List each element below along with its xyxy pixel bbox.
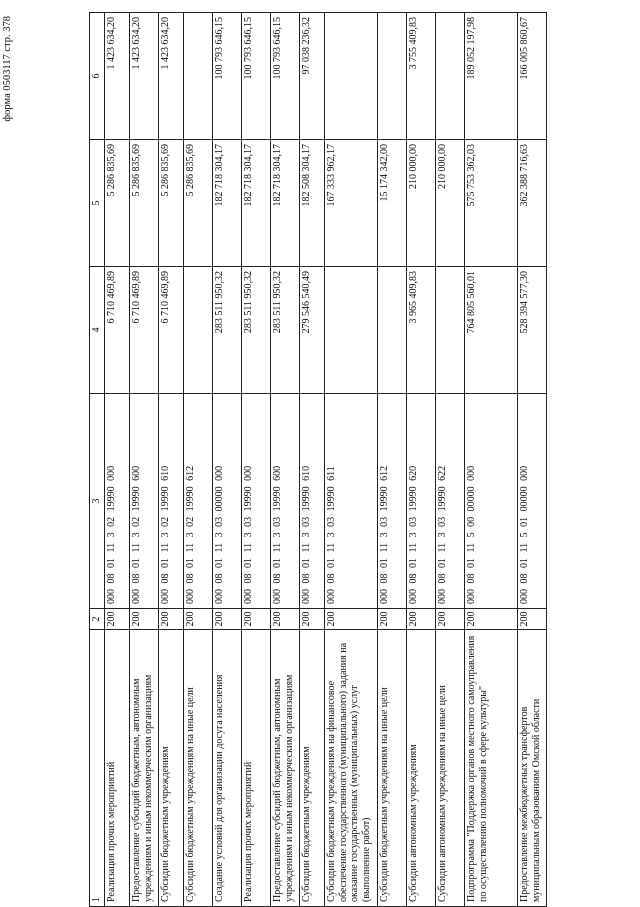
table-row (130, 13, 159, 907)
row-executed-2: 189 052 197,98 (465, 13, 518, 140)
row-name: Субсидии бюджетным учреждениям на иные цели (378, 630, 407, 907)
row-budget-code: 000 08 01 11 3 03 19990 000 (242, 394, 271, 609)
row-name: Субсидии автономным учреждениям на иные цели (436, 630, 465, 907)
row-line-code: 200 (159, 609, 184, 630)
row-executed-1: 182 508 304,17 (300, 140, 325, 267)
row-executed-2 (378, 13, 407, 140)
row-approved: 279 546 540,49 (300, 267, 325, 394)
table-row (300, 13, 325, 907)
row-approved (436, 267, 465, 394)
row-executed-2: 100 793 646,15 (242, 13, 271, 140)
row-executed-2: 97 038 236,32 (300, 13, 325, 140)
row-name: Создание условий для организации досуга населения (213, 630, 242, 907)
column-header-3: 3 (90, 394, 105, 609)
row-approved: 6 710 469,89 (105, 267, 130, 394)
form-number-note: форма 0503117 стр. 378 (2, 16, 13, 122)
row-name: Подпрограмма "Поддержка органов местного самоуправления по осуществлению полномочий в сфере культуры" (465, 630, 518, 907)
row-budget-code: 000 08 01 11 3 02 19990 000 (105, 394, 130, 609)
row-budget-code: 000 08 01 11 3 03 19990 600 (271, 394, 300, 609)
table-row (436, 13, 465, 907)
row-executed-1: 5 286 835,69 (130, 140, 159, 267)
row-budget-code: 000 08 01 11 3 02 19990 610 (159, 394, 184, 609)
row-executed-2: 1 423 634,20 (130, 13, 159, 140)
row-executed-2: 1 423 634,20 (159, 13, 184, 140)
row-approved: 3 965 409,83 (407, 267, 436, 394)
row-executed-2 (436, 13, 465, 140)
column-header-2: 2 (90, 609, 105, 630)
table-row (325, 13, 378, 907)
row-line-code: 200 (271, 609, 300, 630)
row-executed-2 (325, 13, 378, 140)
row-name: Субсидии автономным учреждениям (407, 630, 436, 907)
table-row (184, 13, 213, 907)
row-line-code: 200 (300, 609, 325, 630)
row-executed-2: 3 755 409,83 (407, 13, 436, 140)
table-row (105, 13, 130, 907)
row-budget-code: 000 08 01 11 5 01 00000 000 (518, 394, 547, 609)
row-executed-1: 575 753 362,03 (465, 140, 518, 267)
row-executed-1: 210 000,00 (436, 140, 465, 267)
row-approved (184, 267, 213, 394)
row-executed-1: 210 000,00 (407, 140, 436, 267)
row-budget-code: 000 08 01 11 5 00 00000 000 (465, 394, 518, 609)
row-line-code: 200 (325, 609, 378, 630)
budget-execution-table (89, 12, 547, 907)
column-number-row (90, 13, 105, 907)
row-approved: 764 805 560,01 (465, 267, 518, 394)
row-name: Реализация прочих мероприятий (242, 630, 271, 907)
row-name: Субсидии бюджетным учреждениям (300, 630, 325, 907)
row-approved (325, 267, 378, 394)
row-executed-2: 100 793 646,15 (213, 13, 242, 140)
row-line-code: 200 (105, 609, 130, 630)
report-page (89, 17, 559, 907)
row-budget-code: 000 08 01 11 3 02 19990 600 (130, 394, 159, 609)
row-name: Субсидии бюджетным учреждениям на финансовое обеспечение государственного (муниципального) задания на оказание государственных (муниципальных) услуг (выполнение работ) (325, 630, 378, 907)
row-executed-1: 5 286 835,69 (159, 140, 184, 267)
column-header-1: 1 (90, 630, 105, 907)
row-budget-code: 000 08 01 11 3 03 19990 612 (378, 394, 407, 609)
row-name: Предоставление межбюджетных трансфертов муниципальным образованиям Омской области (518, 630, 547, 907)
row-approved: 6 710 469,89 (130, 267, 159, 394)
column-header-6: 6 (90, 13, 105, 140)
row-line-code: 200 (407, 609, 436, 630)
row-budget-code: 000 08 01 11 3 03 19990 611 (325, 394, 378, 609)
table-row (242, 13, 271, 907)
row-line-code: 200 (436, 609, 465, 630)
row-executed-1: 15 174 342,00 (378, 140, 407, 267)
row-approved: 283 511 950,32 (271, 267, 300, 394)
row-executed-2: 1 423 634,20 (105, 13, 130, 140)
table-row (407, 13, 436, 907)
row-name: Предоставление субсидий бюджетным, автономным учреждениям и иным некоммерческим организациям (130, 630, 159, 907)
row-line-code: 200 (378, 609, 407, 630)
row-budget-code: 000 08 01 11 3 02 19990 612 (184, 394, 213, 609)
row-executed-1: 5 286 835,69 (105, 140, 130, 267)
row-budget-code: 000 08 01 11 3 03 19990 610 (300, 394, 325, 609)
row-budget-code: 000 08 01 11 3 03 19990 622 (436, 394, 465, 609)
row-line-code: 200 (518, 609, 547, 630)
row-budget-code: 000 08 01 11 3 03 00000 000 (213, 394, 242, 609)
column-header-5: 5 (90, 140, 105, 267)
row-executed-1: 182 718 304,17 (271, 140, 300, 267)
row-approved: 283 511 950,32 (242, 267, 271, 394)
table-row (378, 13, 407, 907)
row-executed-2: 166 005 860,67 (518, 13, 547, 140)
row-approved (378, 267, 407, 394)
table-row (518, 13, 547, 907)
row-line-code: 200 (184, 609, 213, 630)
row-line-code: 200 (130, 609, 159, 630)
row-budget-code: 000 08 01 11 3 03 19990 620 (407, 394, 436, 609)
row-name: Субсидии бюджетным учреждениям (159, 630, 184, 907)
table-row (213, 13, 242, 907)
row-line-code: 200 (213, 609, 242, 630)
table-row (159, 13, 184, 907)
row-approved: 283 511 950,32 (213, 267, 242, 394)
row-line-code: 200 (242, 609, 271, 630)
row-name: Предоставление субсидий бюджетным, автономным учреждениям и иным некоммерческим организациям (271, 630, 300, 907)
row-approved: 6 710 469,89 (159, 267, 184, 394)
row-executed-1: 182 718 304,17 (242, 140, 271, 267)
table-row (465, 13, 518, 907)
row-executed-1: 362 388 716,63 (518, 140, 547, 267)
row-line-code: 200 (465, 609, 518, 630)
row-name: Реализация прочих мероприятий (105, 630, 130, 907)
row-executed-1: 167 333 962,17 (325, 140, 378, 267)
row-executed-1: 182 718 304,17 (213, 140, 242, 267)
row-executed-2: 100 793 646,15 (271, 13, 300, 140)
row-approved: 528 394 577,30 (518, 267, 547, 394)
row-name: Субсидии бюджетным учреждениям на иные цели (184, 630, 213, 907)
column-header-4: 4 (90, 267, 105, 394)
row-executed-2 (184, 13, 213, 140)
table-row (271, 13, 300, 907)
row-executed-1: 5 286 835,69 (184, 140, 213, 267)
